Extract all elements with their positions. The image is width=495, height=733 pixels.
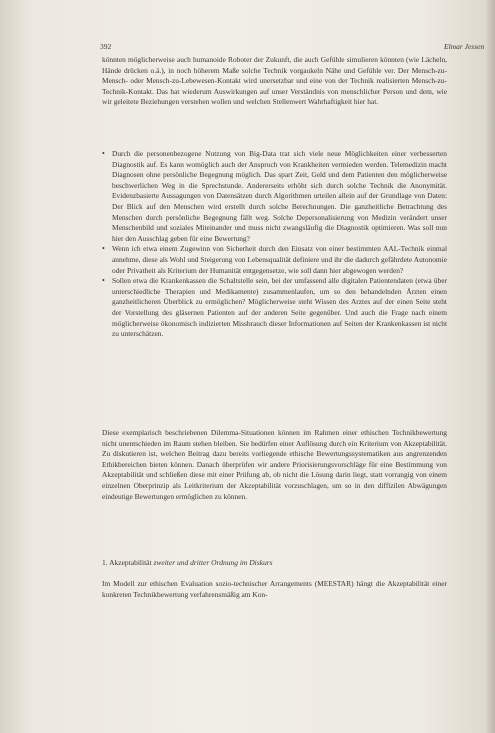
bullet-text: Wenn ich etwa einem Zugewinn von Sicherheit durch den Einsatz von einer bestimmten AAL-Technik einmal annehme, diese als Wohl und Steigerung von Lebensqualität definiere und ihr die dadurch gefährdete Autonomie oder Privatheit als Kriterium der Humanität entgegensetze, wie soll dann hier abgewogen werden? bbox=[112, 244, 447, 275]
bullet-item bbox=[102, 276, 447, 340]
page-edge-shadow bbox=[485, 0, 495, 733]
main-paragraph: Diese exemplarisch beschriebenen Dilemma-Situationen können im Rahmen einer ethischen Technikbewertung nicht unentschieden im Raum stehen bleiben. Sie bedürfen einer Auflösung durch ein Kriterium von Akzeptabilität. Zu diskutieren ist, welchen Beitrag dazu bereits vorliegende ethische Bewertungssystematiken aus angrenzenden Ethikbereichen bieten können. Danach überprüfen wir andere Priorisierungsvorschläge für eine Bestimmung von Akzeptabilität und schließen diese mit einer Prüfung ab, ob nicht die Lösung darin liegt, statt vorrangig von einem einzelnen Oberprinzip als Leitkriterium der Akzeptabilität vorzuschlagen, um so in den diffizilen Abwägungen eindeutige Bewertungen ermöglichen zu können. bbox=[102, 428, 447, 501]
bullet-dot-icon: • bbox=[102, 149, 105, 158]
lead-paragraph: könnten möglicherweise auch humanoide Roboter der Zukunft, die auch Gefühle simulieren könnten (wie Lächeln, Hände drücken o.ä.), in noch höherem Maße solche Technik vorgaukeln Nähe und Gefühle ver. Der Mensch-zu-Mensch- oder Mensch-zu-Lebewesen-Kontakt wird unersetzbar und eine von der Technik realisierten Mensch-zu-Technik-Kontakt. Das hat wiederum Auswirkungen auf unser Verständnis von menschlicher Person und dem, wie wir geleitete Beziehungen verstehen wollen und welchen Stellenwert Wahrhaftigkeit hier hat. bbox=[102, 55, 447, 107]
bullet-list bbox=[102, 149, 447, 340]
closing-paragraph: Im Modell zur ethischen Evaluation sozio-technischer Arrangements (MEESTAR) hängt die Akzeptabilität einer konkreten Technikbewertung verfahrensmäßig am Kon- bbox=[102, 579, 447, 599]
section-number: 1. bbox=[102, 558, 108, 567]
bullet-text: Sollen etwa die Krankenkassen die Schaltstelle sein, bei der umfassend alle digitalen Patientendaten (etwa über unterschiedliche Therapien und Medikamente) zusammenlaufen, um so den behandelnden Ärzten einen ganzheitlicheren Überblick zu ermöglichen? Möglicherweise steht Wissen des Arztes auf der einen Seite steht der Vorstellung des gläsernen Patienten auf der anderen Seite gegenüber. Und auch die Frage nach einem möglicherweise ökonomisch indizierten Missbrauch dieser Informationen auf Seiten der Krankenkassen ist nicht zu unterschätzen. bbox=[112, 276, 447, 339]
bullet-item bbox=[102, 244, 447, 276]
section-title-plain: Akzeptabilität bbox=[109, 558, 152, 567]
page-number: 392 bbox=[100, 42, 112, 51]
section-title-italic: zweiter und dritter Ordnung im Diskurs bbox=[153, 558, 273, 567]
bullet-text: Durch die personenbezogene Nutzung von Big-Data trat sich viele neue Möglichkeiten einer verbesserten Diagnostik auf. Es kann womöglich auch der Anspruch von Krankheiten vermieden werden. Telemedizin macht Diagnosen ohne persönliche Begegnung möglich. Das spart Zeit, Geld und dem Patienten den möglicherweise beschwerlichen Weg in die Sprechstunde. Andererseits erhöht sich durch solche Technik die Anonymität. Evidenzbasierte Aussagungen von Datensätzen durch Algorithmen urteilen allein auf der Grundlage von Daten: Der Blick auf den Menschen wird erstellt durch solche Berechnungen. Die ganzheitliche Betrachtung des Menschen durch persönliche Begegnung fällt weg. Solche Depersonalisierung von Medizin verändert unser Menschenbild und soziales Miteinander und muss nicht zwangsläufig die Diagnostik optimieren. Was soll nun hier den Ausschlag geben für eine Bewertung? bbox=[112, 149, 447, 243]
section-heading bbox=[102, 558, 273, 567]
running-header-author: Elmar Jessen bbox=[444, 42, 485, 51]
bullet-dot-icon: • bbox=[102, 276, 105, 286]
bullet-item bbox=[102, 149, 447, 244]
bullet-dot-icon: • bbox=[102, 244, 105, 254]
